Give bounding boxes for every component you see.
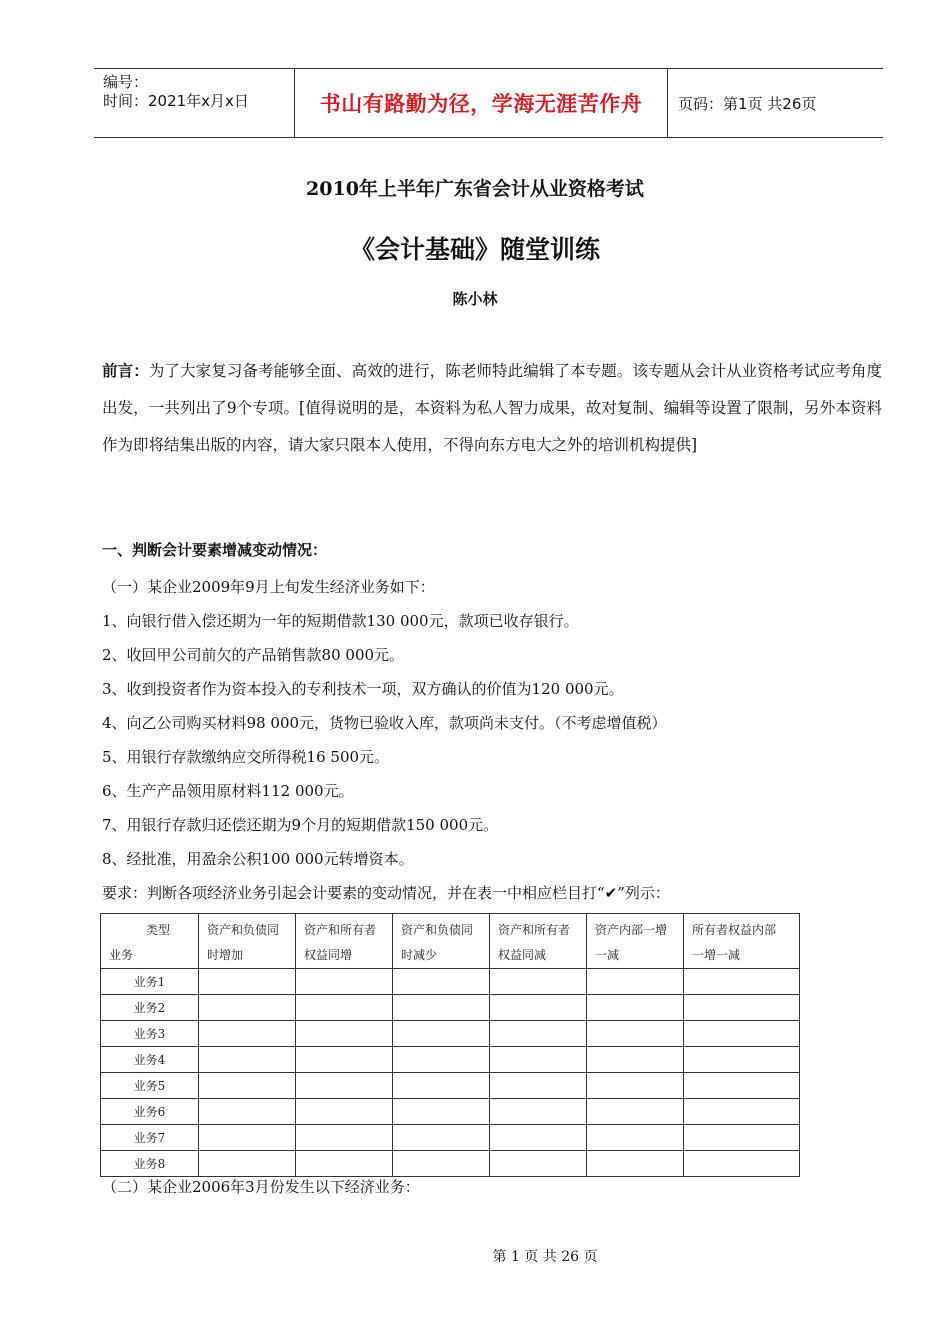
serial-label: 编号： <box>103 73 149 91</box>
table-header-row <box>101 914 800 969</box>
header-info-cell <box>94 69 295 137</box>
part1-intro: （一）某企业2009年9月上旬发生经济业务如下： <box>102 578 435 596</box>
table-row <box>101 1073 800 1099</box>
answer-cell[interactable] <box>490 1021 587 1047</box>
answer-cell[interactable] <box>684 1099 800 1125</box>
answer-cell[interactable] <box>393 1151 490 1177</box>
answer-cell[interactable] <box>296 1151 393 1177</box>
answer-cell[interactable] <box>587 995 684 1021</box>
answer-cell[interactable] <box>684 995 800 1021</box>
row-label: 业务8 <box>101 1151 199 1177</box>
table-row <box>101 1021 800 1047</box>
answer-cell[interactable] <box>490 1099 587 1125</box>
list-item: 3、收到投资者作为资本投入的专利技术一项，双方确认的价值为120 000元。 <box>102 680 624 698</box>
answer-cell[interactable] <box>490 1047 587 1073</box>
document-header <box>94 68 883 138</box>
column-header: 资产内部一增 一减 <box>587 914 684 969</box>
answer-cell[interactable] <box>684 969 800 995</box>
list-item: 4、向乙公司购买材料98 000元，货物已验收入库，款项尚未支付。（不考虑增值税） <box>102 714 667 732</box>
answer-cell[interactable] <box>684 1073 800 1099</box>
answer-cell[interactable] <box>393 1073 490 1099</box>
preface <box>102 353 882 464</box>
answer-cell[interactable] <box>393 1047 490 1073</box>
answer-cell[interactable] <box>296 969 393 995</box>
list-item: 2、收回甲公司前欠的产品销售款80 000元。 <box>102 646 405 664</box>
course-title: 《会计基础》随堂训练 <box>349 235 600 264</box>
author: 陈小林 <box>452 290 498 308</box>
answer-cell[interactable] <box>587 1073 684 1099</box>
answer-cell[interactable] <box>296 1099 393 1125</box>
corner-business-label: 业务 <box>109 948 134 962</box>
page-footer: 第 1 页 共 26 页 <box>492 1249 598 1265</box>
table-row <box>101 1125 800 1151</box>
table-row <box>101 1099 800 1125</box>
list-item: 6、生产产品领用原材料112 000元。 <box>102 782 354 800</box>
table-row <box>101 1047 800 1073</box>
answer-cell[interactable] <box>393 995 490 1021</box>
requirement: 要求：判断各项经济业务引起会计要素的变动情况，并在表一中相应栏目打“✔”列示： <box>102 884 670 902</box>
answer-cell[interactable] <box>684 1151 800 1177</box>
answer-cell[interactable] <box>393 1021 490 1047</box>
row-label: 业务7 <box>101 1125 199 1151</box>
answer-cell[interactable] <box>490 1125 587 1151</box>
table-corner-cell <box>101 914 199 969</box>
answer-cell[interactable] <box>490 1151 587 1177</box>
answer-cell[interactable] <box>199 1047 296 1073</box>
answer-cell[interactable] <box>684 1021 800 1047</box>
answer-cell[interactable] <box>490 1073 587 1099</box>
answer-cell[interactable] <box>199 1021 296 1047</box>
answer-cell[interactable] <box>199 969 296 995</box>
column-header: 所有者权益内部 一增一减 <box>684 914 800 969</box>
header-motto: 书山有路勤为径，学海无涯苦作舟 <box>295 69 668 137</box>
exercise-body <box>102 570 892 910</box>
answer-cell[interactable] <box>587 1151 684 1177</box>
answer-cell[interactable] <box>393 1099 490 1125</box>
answer-cell[interactable] <box>199 1125 296 1151</box>
answer-cell[interactable] <box>490 969 587 995</box>
list-item: 7、用银行存款归还偿还期为9个月的短期借款150 000元。 <box>102 816 499 834</box>
corner-type-label: 类型 <box>145 923 170 937</box>
table-row <box>101 1151 800 1177</box>
part2-intro: （二）某企业2006年3月份发生以下经济业务： <box>102 1178 420 1196</box>
classification-table <box>100 913 800 1177</box>
table-row <box>101 995 800 1021</box>
answer-cell[interactable] <box>199 995 296 1021</box>
answer-cell[interactable] <box>296 995 393 1021</box>
answer-cell[interactable] <box>684 1047 800 1073</box>
answer-cell[interactable] <box>296 1047 393 1073</box>
answer-cell[interactable] <box>296 1125 393 1151</box>
row-label: 业务3 <box>101 1021 199 1047</box>
answer-cell[interactable] <box>199 1073 296 1099</box>
column-header: 资产和所有者 权益同减 <box>490 914 587 969</box>
row-label: 业务2 <box>101 995 199 1021</box>
list-item: 5、用银行存款缴纳应交所得税16 500元。 <box>102 748 390 766</box>
row-label: 业务6 <box>101 1099 199 1125</box>
column-header: 资产和负债同 时减少 <box>393 914 490 969</box>
answer-cell[interactable] <box>490 995 587 1021</box>
answer-cell[interactable] <box>587 1125 684 1151</box>
row-label: 业务5 <box>101 1073 199 1099</box>
list-item: 8、经批准，用盈余公积100 000元转增资本。 <box>102 850 414 868</box>
answer-cell[interactable] <box>199 1099 296 1125</box>
preface-text: 为了大家复习备考能够全面、高效的进行，陈老师特此编辑了本专题。该专题从会计从业资格考试应考角度出发，一共列出了9个专项。[值得说明的是，本资料为私人智力成果，故对复制、编辑等设置了限制，另外本资料作为即将结集出版的内容，请大家只限本人使用，不得向东方电大之外的培训机构提供] <box>102 362 882 454</box>
answer-cell[interactable] <box>587 1021 684 1047</box>
section-heading: 一、判断会计要素增减变动情况： <box>102 541 328 559</box>
answer-cell[interactable] <box>393 1125 490 1151</box>
answer-cell[interactable] <box>296 1021 393 1047</box>
answer-cell[interactable] <box>684 1125 800 1151</box>
answer-cell[interactable] <box>393 969 490 995</box>
answer-cell[interactable] <box>587 1099 684 1125</box>
answer-cell[interactable] <box>199 1151 296 1177</box>
exam-title: 2010年上半年广东省会计从业资格考试 <box>306 178 644 200</box>
list-item: 1、向银行借入偿还期为一年的短期借款130 000元，款项已收存银行。 <box>102 612 579 630</box>
column-header: 资产和所有者 权益同增 <box>296 914 393 969</box>
row-label: 业务4 <box>101 1047 199 1073</box>
header-page-label: 页码：第1页 共26页 <box>678 94 817 113</box>
answer-cell[interactable] <box>587 1047 684 1073</box>
table-row <box>101 969 800 995</box>
answer-cell[interactable] <box>587 969 684 995</box>
answer-cell[interactable] <box>296 1073 393 1099</box>
row-label: 业务1 <box>101 969 199 995</box>
column-header: 资产和负债同 时增加 <box>199 914 296 969</box>
time-label: 时间：2021年x月x日 <box>103 92 249 110</box>
preface-lead: 前言： <box>102 362 149 380</box>
